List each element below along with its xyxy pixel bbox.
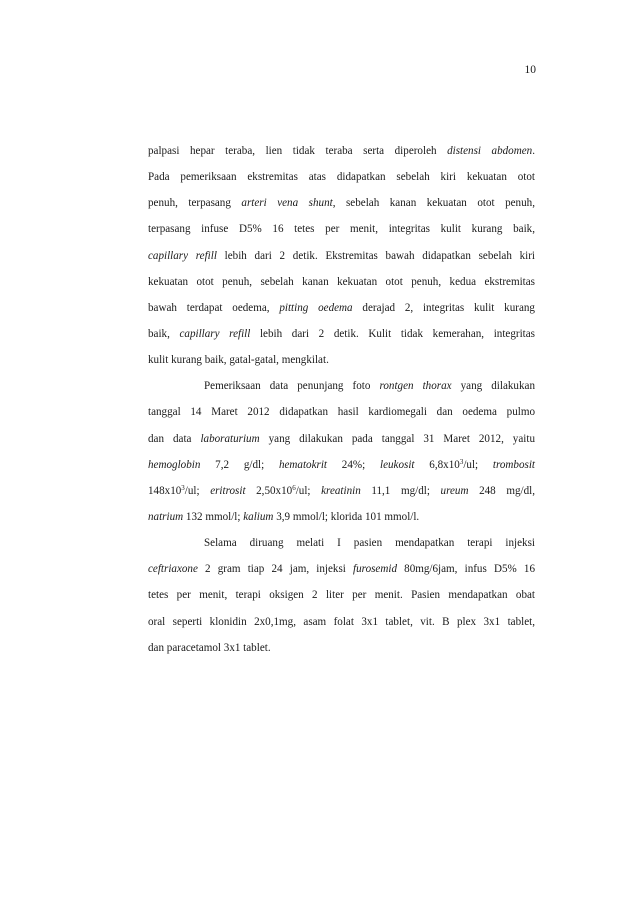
text-segment: palpasi hepar teraba, lien tidak teraba serta diperoleh — [148, 145, 448, 157]
italic-term: eritrosit — [210, 484, 246, 497]
text-segment: 80mg/6jam, infus D5% 16 — [397, 563, 535, 576]
text-segment: 7,2 g/dl; — [200, 458, 279, 471]
text-segment: 3,9 mmol/l; klorida 101 mmol/l. — [273, 510, 420, 523]
text-segment: bawah terdapat oedema, — [148, 301, 280, 314]
text-line — [148, 138, 535, 164]
italic-term: pitting oedema — [279, 301, 353, 314]
text-segment: baik, — [148, 327, 180, 340]
text-line — [148, 216, 535, 242]
text-segment: 6,8x10 — [414, 458, 460, 471]
superscript: 6 — [292, 483, 296, 492]
text-segment: 248 mg/dl, — [468, 484, 535, 497]
text-line — [148, 269, 535, 295]
text-segment: yang dilakukan — [451, 380, 535, 393]
text-segment: . — [532, 145, 535, 157]
text-line — [148, 426, 535, 452]
text-segment: derajad 2, integritas kulit kurang — [352, 301, 535, 314]
superscript: 3 — [459, 457, 464, 466]
text-segment: 148x10 — [148, 484, 182, 497]
text-segment: tanggal 14 Maret 2012 didapatkan hasil kardiomegali dan oedema pulmo — [148, 406, 535, 419]
text-segment: terpasang infuse D5% 16 tetes per menit, integritas kulit kurang baik, — [148, 223, 535, 236]
italic-term: hematokrit — [278, 458, 328, 471]
text-segment: Pemeriksaan data penunjang foto — [204, 380, 380, 393]
italic-term: natrium — [148, 510, 184, 523]
text-line — [148, 452, 535, 478]
text-line — [148, 609, 535, 635]
text-segment: penuh, terpasang — [148, 197, 242, 210]
text-segment: 24%; — [327, 458, 380, 471]
text-line — [148, 504, 535, 530]
italic-term: leukosit — [380, 458, 415, 471]
italic-term: distensi abdomen — [447, 145, 533, 157]
text-line — [148, 243, 535, 269]
superscript: 3 — [181, 483, 185, 492]
italic-term: ureum — [440, 484, 469, 497]
text-line — [148, 347, 535, 373]
text-segment: /ul; — [463, 458, 493, 471]
text-segment: yang dilakukan pada tanggal 31 Maret 2012, yaitu — [259, 432, 535, 445]
text-line — [148, 530, 535, 556]
text-segment: Pada pemeriksaan ekstremitas atas didapatkan sebelah kiri kekuatan otot — [148, 171, 535, 184]
text-segment: kekuatan otot penuh, sebelah kanan kekuatan otot penuh, kedua ekstremitas — [148, 275, 535, 288]
italic-term: kreatinin — [321, 484, 361, 497]
text-segment: /ul; — [184, 484, 211, 497]
italic-term: ceftriaxone — [148, 563, 198, 576]
text-segment: /ul; — [295, 484, 322, 497]
text-segment: 132 mmol/l; — [183, 510, 244, 523]
text-line — [148, 582, 535, 608]
text-segment: 2,50x10 — [245, 484, 293, 497]
text-line — [148, 295, 535, 321]
text-segment: dan paracetamol 3x1 tablet. — [148, 641, 271, 654]
body-text — [148, 138, 535, 661]
italic-term: kalium — [243, 510, 274, 523]
text-segment: Selama diruang melati I pasien mendapatkan terapi injeksi — [204, 537, 535, 550]
italic-term: capillary refill — [179, 327, 251, 340]
text-line — [148, 635, 535, 661]
text-line — [148, 478, 535, 504]
italic-term: capillary refill — [148, 249, 217, 262]
text-segment: 2 gram tiap 24 jam, injeksi — [197, 563, 354, 576]
text-segment: , sebelah kanan kekuatan otot penuh, — [332, 197, 535, 210]
text-segment: oral seperti klonidin 2x0,1mg, asam folat 3x1 tablet, vit. B plex 3x1 tablet, — [148, 615, 535, 628]
text-line — [148, 373, 535, 399]
text-line — [148, 321, 535, 347]
text-segment: lebih dari 2 detik. Ekstremitas bawah didapatkan sebelah kiri — [216, 249, 535, 262]
text-segment: lebih dari 2 detik. Kulit tidak kemerahan, integritas — [250, 327, 535, 340]
italic-term: laboraturium — [200, 432, 260, 445]
text-segment: dan data — [148, 432, 201, 445]
italic-term: arteri vena shunt — [241, 197, 333, 210]
italic-term: furosemid — [353, 563, 397, 576]
italic-term: hemoglobin — [148, 458, 201, 471]
page-number: 10 — [524, 64, 536, 76]
text-segment: 11,1 mg/dl; — [360, 484, 441, 497]
text-segment: tetes per menit, terapi oksigen 2 liter per menit. Pasien mendapatkan obat — [148, 589, 535, 602]
text-line — [148, 556, 535, 582]
text-line — [148, 190, 535, 216]
text-line — [148, 164, 535, 190]
italic-term: rontgen thorax — [379, 380, 452, 393]
text-segment: kulit kurang baik, gatal-gatal, mengkilat. — [148, 354, 329, 367]
text-line — [148, 399, 535, 425]
italic-term: trombosit — [492, 458, 536, 471]
